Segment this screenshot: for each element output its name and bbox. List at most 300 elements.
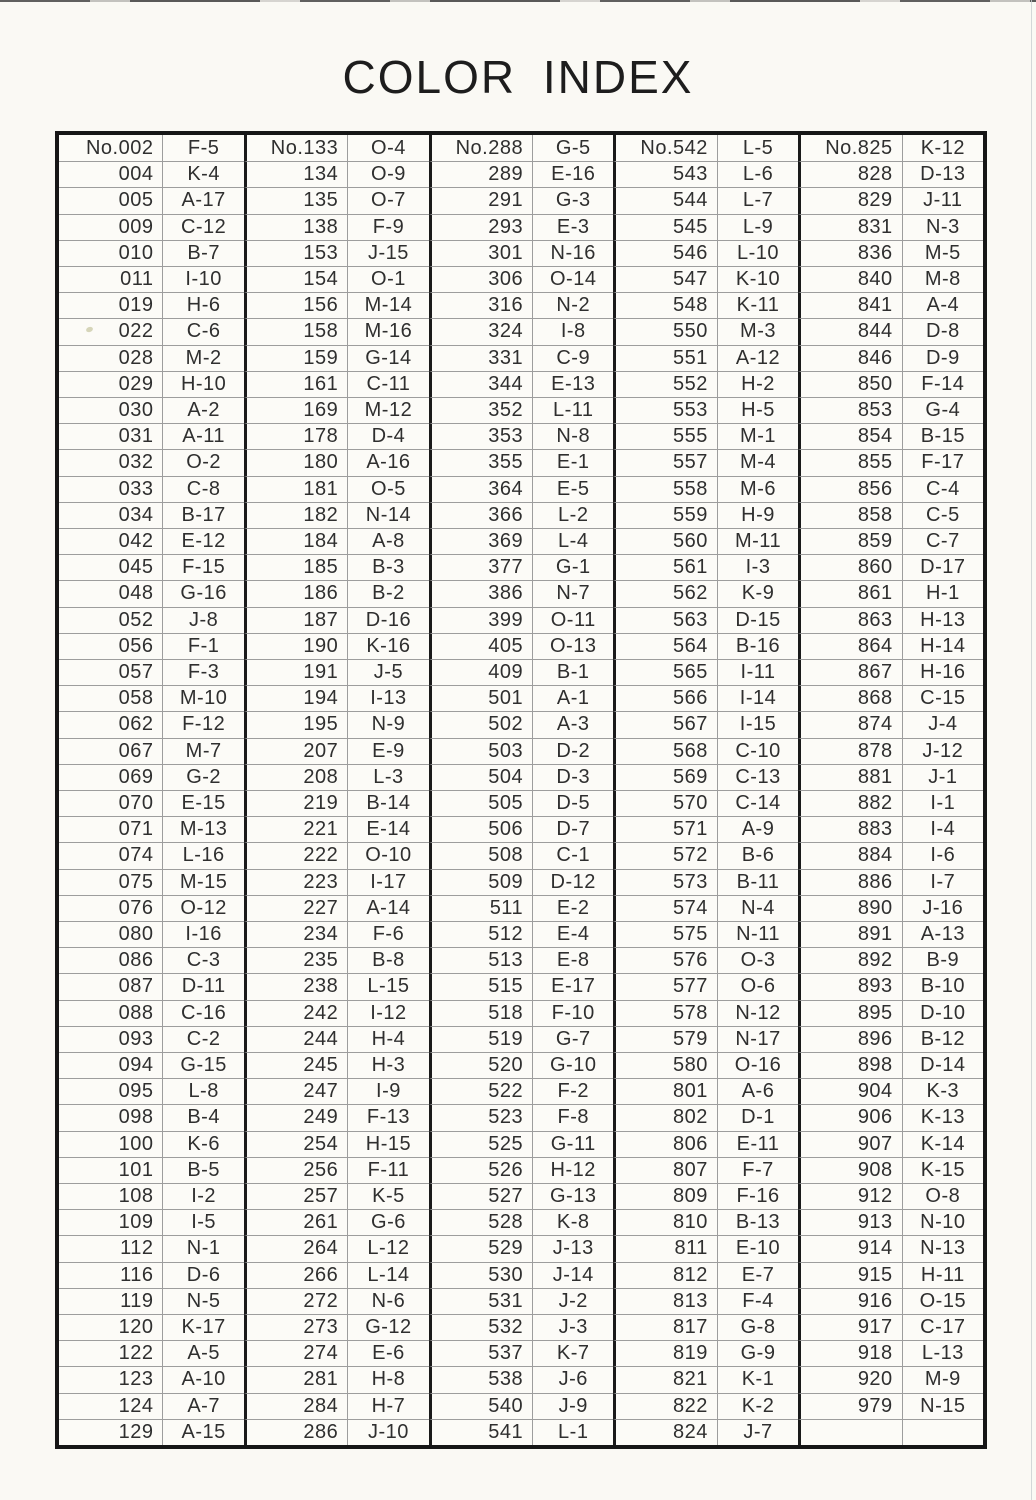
entry-number: 234 xyxy=(244,921,347,947)
entry-number: 011 xyxy=(59,266,162,292)
entry-code: K-10 xyxy=(717,266,798,292)
entry-number: 511 xyxy=(429,895,532,921)
entry-code: E-9 xyxy=(347,738,428,764)
entry-number: 291 xyxy=(429,187,532,213)
entry-code: J-8 xyxy=(162,607,243,633)
entry-code: E-10 xyxy=(717,1235,798,1261)
scan-edge-top xyxy=(0,0,1036,2)
entry-code: B-2 xyxy=(347,580,428,606)
entry-number: 822 xyxy=(613,1393,716,1419)
entry-number: 281 xyxy=(244,1366,347,1392)
entry-number: 161 xyxy=(244,371,347,397)
entry-number: 074 xyxy=(59,842,162,868)
entry-code: J-6 xyxy=(532,1366,613,1392)
entry-number: 532 xyxy=(429,1314,532,1340)
entry-number: 502 xyxy=(429,711,532,737)
entry-number: No.288 xyxy=(429,135,532,161)
entry-code: D-9 xyxy=(902,345,983,371)
entry-code: L-7 xyxy=(717,187,798,213)
entry-number: 528 xyxy=(429,1209,532,1235)
entry-number: 809 xyxy=(613,1183,716,1209)
entry-number: 180 xyxy=(244,449,347,475)
entry-number: 844 xyxy=(798,318,902,344)
entry-number: 840 xyxy=(798,266,902,292)
entry-number: 101 xyxy=(59,1157,162,1183)
entry-number: 520 xyxy=(429,1052,532,1078)
entry-number: 858 xyxy=(798,502,902,528)
entry-code: N-8 xyxy=(532,423,613,449)
entry-number: 344 xyxy=(429,371,532,397)
entry-code: D-11 xyxy=(162,973,243,999)
entry-number: 249 xyxy=(244,1104,347,1130)
entry-number: 841 xyxy=(798,292,902,318)
entry-number: 284 xyxy=(244,1393,347,1419)
entry-code: O-4 xyxy=(347,135,428,161)
entry-code: D-2 xyxy=(532,738,613,764)
entry-number: 555 xyxy=(613,423,716,449)
entry-code: F-4 xyxy=(717,1288,798,1314)
entry-code: I-16 xyxy=(162,921,243,947)
entry-code: A-12 xyxy=(717,345,798,371)
entry-number: 829 xyxy=(798,187,902,213)
entry-code: N-5 xyxy=(162,1288,243,1314)
entry-code: G-16 xyxy=(162,580,243,606)
entry-code: C-13 xyxy=(717,764,798,790)
entry-number: 190 xyxy=(244,633,347,659)
entry-code: B-7 xyxy=(162,240,243,266)
entry-code: A-13 xyxy=(902,921,983,947)
entry-code: J-4 xyxy=(902,711,983,737)
entry-code: N-15 xyxy=(902,1393,983,1419)
entry-number: 501 xyxy=(429,685,532,711)
entry-number: 571 xyxy=(613,816,716,842)
entry-number: 538 xyxy=(429,1366,532,1392)
entry-number: 324 xyxy=(429,318,532,344)
entry-number: 005 xyxy=(59,187,162,213)
entry-number: 364 xyxy=(429,476,532,502)
entry-code: I-13 xyxy=(347,685,428,711)
entry-number: 878 xyxy=(798,738,902,764)
entry-number: 558 xyxy=(613,476,716,502)
entry-code: B-13 xyxy=(717,1209,798,1235)
entry-code: F-9 xyxy=(347,214,428,240)
entry-number: 087 xyxy=(59,973,162,999)
entry-code: M-3 xyxy=(717,318,798,344)
entry-number: 908 xyxy=(798,1157,902,1183)
entry-code: A-14 xyxy=(347,895,428,921)
entry-code: L-15 xyxy=(347,973,428,999)
entry-number: No.542 xyxy=(613,135,716,161)
entry-number: 560 xyxy=(613,528,716,554)
entry-number: 531 xyxy=(429,1288,532,1314)
entry-code: A-16 xyxy=(347,449,428,475)
entry-code: F-1 xyxy=(162,633,243,659)
entry-number: 898 xyxy=(798,1052,902,1078)
entry-code: K-14 xyxy=(902,1131,983,1157)
entry-number: 355 xyxy=(429,449,532,475)
entry-number: 194 xyxy=(244,685,347,711)
entry-code: E-4 xyxy=(532,921,613,947)
entry-code: A-3 xyxy=(532,711,613,737)
entry-code: I-2 xyxy=(162,1183,243,1209)
entry-code: I-1 xyxy=(902,790,983,816)
entry-number: 854 xyxy=(798,423,902,449)
entry-code: N-4 xyxy=(717,895,798,921)
entry-code: O-12 xyxy=(162,895,243,921)
entry-number: 052 xyxy=(59,607,162,633)
entry-number: 811 xyxy=(613,1235,716,1261)
entry-number: 057 xyxy=(59,659,162,685)
entry-code: F-8 xyxy=(532,1104,613,1130)
entry-code: K-4 xyxy=(162,161,243,187)
entry-code: I-17 xyxy=(347,869,428,895)
entry-code: I-4 xyxy=(902,816,983,842)
entry-number: 920 xyxy=(798,1366,902,1392)
entry-code: D-17 xyxy=(902,554,983,580)
entry-code: D-6 xyxy=(162,1262,243,1288)
entry-number: 244 xyxy=(244,1026,347,1052)
entry-number: 551 xyxy=(613,345,716,371)
entry-number: 566 xyxy=(613,685,716,711)
entry-number: 109 xyxy=(59,1209,162,1235)
entry-number: 574 xyxy=(613,895,716,921)
entry-code: M-4 xyxy=(717,449,798,475)
entry-number: 526 xyxy=(429,1157,532,1183)
entry-number: 884 xyxy=(798,842,902,868)
entry-number: 169 xyxy=(244,397,347,423)
entry-code xyxy=(902,1419,983,1445)
entry-code: G-3 xyxy=(532,187,613,213)
entry-code: M-14 xyxy=(347,292,428,318)
entry-code: O-8 xyxy=(902,1183,983,1209)
entry-number: 100 xyxy=(59,1131,162,1157)
entry-code: O-11 xyxy=(532,607,613,633)
entry-number: 575 xyxy=(613,921,716,947)
entry-code: E-1 xyxy=(532,449,613,475)
entry-number: No.133 xyxy=(244,135,347,161)
entry-number: No.825 xyxy=(798,135,902,161)
entry-number: 195 xyxy=(244,711,347,737)
entry-number: 352 xyxy=(429,397,532,423)
entry-code: E-17 xyxy=(532,973,613,999)
entry-code: I-3 xyxy=(717,554,798,580)
entry-number: 824 xyxy=(613,1419,716,1445)
entry-number: 890 xyxy=(798,895,902,921)
entry-number: 979 xyxy=(798,1393,902,1419)
entry-code: L-4 xyxy=(532,528,613,554)
entry-code: A-1 xyxy=(532,685,613,711)
entry-code: C-15 xyxy=(902,685,983,711)
entry-number: 918 xyxy=(798,1340,902,1366)
entry-number: 906 xyxy=(798,1104,902,1130)
entry-code: N-12 xyxy=(717,1000,798,1026)
entry-code: M-5 xyxy=(902,240,983,266)
entry-code: M-1 xyxy=(717,423,798,449)
entry-number: 807 xyxy=(613,1157,716,1183)
entry-number: 856 xyxy=(798,476,902,502)
entry-code: J-11 xyxy=(902,187,983,213)
entry-code: K-17 xyxy=(162,1314,243,1340)
entry-code: G-4 xyxy=(902,397,983,423)
entry-code: O-13 xyxy=(532,633,613,659)
entry-code: J-15 xyxy=(347,240,428,266)
entry-code: E-5 xyxy=(532,476,613,502)
entry-code: D-5 xyxy=(532,790,613,816)
entry-number: 045 xyxy=(59,554,162,580)
entry-code: D-15 xyxy=(717,607,798,633)
entry-number: 559 xyxy=(613,502,716,528)
entry-number: 893 xyxy=(798,973,902,999)
entry-number: 080 xyxy=(59,921,162,947)
entry-code: C-5 xyxy=(902,502,983,528)
entry-number: 306 xyxy=(429,266,532,292)
entry-code: M-9 xyxy=(902,1366,983,1392)
entry-code: D-14 xyxy=(902,1052,983,1078)
entry-number: 316 xyxy=(429,292,532,318)
entry-code: N-11 xyxy=(717,921,798,947)
entry-code: A-15 xyxy=(162,1419,243,1445)
entry-number: 409 xyxy=(429,659,532,685)
entry-number: 527 xyxy=(429,1183,532,1209)
entry-code: C-6 xyxy=(162,318,243,344)
entry-code: K-8 xyxy=(532,1209,613,1235)
entry-number: 187 xyxy=(244,607,347,633)
entry-code: N-16 xyxy=(532,240,613,266)
entry-code: L-11 xyxy=(532,397,613,423)
entry-number: 010 xyxy=(59,240,162,266)
entry-number: 525 xyxy=(429,1131,532,1157)
entry-number: 071 xyxy=(59,816,162,842)
entry-number: 124 xyxy=(59,1393,162,1419)
entry-code: J-10 xyxy=(347,1419,428,1445)
entry-code: H-10 xyxy=(162,371,243,397)
entry-number: 138 xyxy=(244,214,347,240)
entry-code: O-16 xyxy=(717,1052,798,1078)
entry-code: N-6 xyxy=(347,1288,428,1314)
entry-number: 579 xyxy=(613,1026,716,1052)
page-title: COLOR INDEX xyxy=(342,51,694,103)
entry-number: 062 xyxy=(59,711,162,737)
entry-code: N-2 xyxy=(532,292,613,318)
entry-number: 159 xyxy=(244,345,347,371)
entry-code: L-16 xyxy=(162,842,243,868)
entry-number: 836 xyxy=(798,240,902,266)
entry-number: 366 xyxy=(429,502,532,528)
entry-number: 506 xyxy=(429,816,532,842)
entry-code: B-3 xyxy=(347,554,428,580)
entry-number: 569 xyxy=(613,764,716,790)
entry-code: L-14 xyxy=(347,1262,428,1288)
entry-number: 238 xyxy=(244,973,347,999)
scan-edge-right xyxy=(1031,0,1032,1500)
entry-code: O-14 xyxy=(532,266,613,292)
entry-number: 069 xyxy=(59,764,162,790)
entry-number: 568 xyxy=(613,738,716,764)
entry-number: 289 xyxy=(429,161,532,187)
entry-code: M-8 xyxy=(902,266,983,292)
entry-code: A-2 xyxy=(162,397,243,423)
entry-code: A-10 xyxy=(162,1366,243,1392)
entry-number: 817 xyxy=(613,1314,716,1340)
entry-number: 518 xyxy=(429,1000,532,1026)
entry-number: 508 xyxy=(429,842,532,868)
entry-number: 563 xyxy=(613,607,716,633)
entry-code: K-5 xyxy=(347,1183,428,1209)
entry-number: 831 xyxy=(798,214,902,240)
entry-number: 565 xyxy=(613,659,716,685)
entry-number: 570 xyxy=(613,790,716,816)
entry-number: 850 xyxy=(798,371,902,397)
entry-code: B-9 xyxy=(902,947,983,973)
entry-code: D-10 xyxy=(902,1000,983,1026)
entry-number: 223 xyxy=(244,869,347,895)
entry-code: H-7 xyxy=(347,1393,428,1419)
entry-code: A-7 xyxy=(162,1393,243,1419)
entry-code: B-5 xyxy=(162,1157,243,1183)
entry-number: 855 xyxy=(798,449,902,475)
entry-number: 886 xyxy=(798,869,902,895)
entry-code: G-6 xyxy=(347,1209,428,1235)
entry-code: I-14 xyxy=(717,685,798,711)
entry-number: 573 xyxy=(613,869,716,895)
entry-code: C-14 xyxy=(717,790,798,816)
entry-number: 557 xyxy=(613,449,716,475)
entry-number: 550 xyxy=(613,318,716,344)
entry-code: F-17 xyxy=(902,449,983,475)
entry-number: 086 xyxy=(59,947,162,973)
entry-number: 075 xyxy=(59,869,162,895)
entry-code: O-10 xyxy=(347,842,428,868)
entry-number: 056 xyxy=(59,633,162,659)
entry-number: 181 xyxy=(244,476,347,502)
entry-code: G-15 xyxy=(162,1052,243,1078)
entry-number: 286 xyxy=(244,1419,347,1445)
entry-code: M-10 xyxy=(162,685,243,711)
entry-code: B-8 xyxy=(347,947,428,973)
entry-code: K-12 xyxy=(902,135,983,161)
entry-number: 293 xyxy=(429,214,532,240)
entry-number: 242 xyxy=(244,1000,347,1026)
entry-number: 129 xyxy=(59,1419,162,1445)
entry-code: B-10 xyxy=(902,973,983,999)
entry-number: 853 xyxy=(798,397,902,423)
entry-number: 553 xyxy=(613,397,716,423)
entry-number: 821 xyxy=(613,1366,716,1392)
entry-code: C-9 xyxy=(532,345,613,371)
entry-code: G-8 xyxy=(717,1314,798,1340)
entry-number: 819 xyxy=(613,1340,716,1366)
entry-number: 261 xyxy=(244,1209,347,1235)
entry-number: 227 xyxy=(244,895,347,921)
entry-number: 541 xyxy=(429,1419,532,1445)
entry-number: 868 xyxy=(798,685,902,711)
entry-code: B-11 xyxy=(717,869,798,895)
entry-code: H-15 xyxy=(347,1131,428,1157)
entry-number: 572 xyxy=(613,842,716,868)
entry-code: I-8 xyxy=(532,318,613,344)
entry-number: 846 xyxy=(798,345,902,371)
entry-code: K-13 xyxy=(902,1104,983,1130)
entry-code: I-12 xyxy=(347,1000,428,1026)
entry-number: 861 xyxy=(798,580,902,606)
entry-code: J-9 xyxy=(532,1393,613,1419)
entry-number: 540 xyxy=(429,1393,532,1419)
entry-code: M-13 xyxy=(162,816,243,842)
entry-code: H-13 xyxy=(902,607,983,633)
entry-number: 802 xyxy=(613,1104,716,1130)
entry-code: K-11 xyxy=(717,292,798,318)
entry-number: 504 xyxy=(429,764,532,790)
entry-code: I-15 xyxy=(717,711,798,737)
entry-number: 032 xyxy=(59,449,162,475)
entry-code: B-16 xyxy=(717,633,798,659)
entry-code: C-10 xyxy=(717,738,798,764)
entry-number: 120 xyxy=(59,1314,162,1340)
entry-code: G-11 xyxy=(532,1131,613,1157)
entry-code: C-11 xyxy=(347,371,428,397)
entry-code: I-9 xyxy=(347,1078,428,1104)
entry-number: 273 xyxy=(244,1314,347,1340)
entry-number: 577 xyxy=(613,973,716,999)
entry-number: 801 xyxy=(613,1078,716,1104)
entry-code: F-14 xyxy=(902,371,983,397)
entry-number: 828 xyxy=(798,161,902,187)
entry-number: 813 xyxy=(613,1288,716,1314)
entry-number: 301 xyxy=(429,240,532,266)
entry-code: C-1 xyxy=(532,842,613,868)
entry-number: 019 xyxy=(59,292,162,318)
entry-code: M-12 xyxy=(347,397,428,423)
entry-code: D-12 xyxy=(532,869,613,895)
entry-code: A-5 xyxy=(162,1340,243,1366)
entry-number: 076 xyxy=(59,895,162,921)
entry-number: 509 xyxy=(429,869,532,895)
entry-code: G-10 xyxy=(532,1052,613,1078)
entry-number: 874 xyxy=(798,711,902,737)
entry-code: H-1 xyxy=(902,580,983,606)
entry-number: 031 xyxy=(59,423,162,449)
entry-number: 907 xyxy=(798,1131,902,1157)
entry-number: 093 xyxy=(59,1026,162,1052)
entry-number: 048 xyxy=(59,580,162,606)
entry-code: A-11 xyxy=(162,423,243,449)
entry-code: N-9 xyxy=(347,711,428,737)
entry-number: 515 xyxy=(429,973,532,999)
entry-code: L-8 xyxy=(162,1078,243,1104)
entry-number: 405 xyxy=(429,633,532,659)
entry-number: 916 xyxy=(798,1288,902,1314)
entry-number: 530 xyxy=(429,1262,532,1288)
entry-number: 254 xyxy=(244,1131,347,1157)
entry-number: 154 xyxy=(244,266,347,292)
entry-code: F-11 xyxy=(347,1157,428,1183)
entry-code: G-1 xyxy=(532,554,613,580)
entry-code: B-12 xyxy=(902,1026,983,1052)
entry-code: O-9 xyxy=(347,161,428,187)
entry-code: D-16 xyxy=(347,607,428,633)
entry-code: F-13 xyxy=(347,1104,428,1130)
entry-number: 221 xyxy=(244,816,347,842)
entry-number: 537 xyxy=(429,1340,532,1366)
entry-code: M-15 xyxy=(162,869,243,895)
entry-number: 914 xyxy=(798,1235,902,1261)
entry-number: 264 xyxy=(244,1235,347,1261)
entry-code: B-14 xyxy=(347,790,428,816)
entry-code: I-10 xyxy=(162,266,243,292)
entry-code: N-7 xyxy=(532,580,613,606)
entry-number: 178 xyxy=(244,423,347,449)
entry-code: M-6 xyxy=(717,476,798,502)
